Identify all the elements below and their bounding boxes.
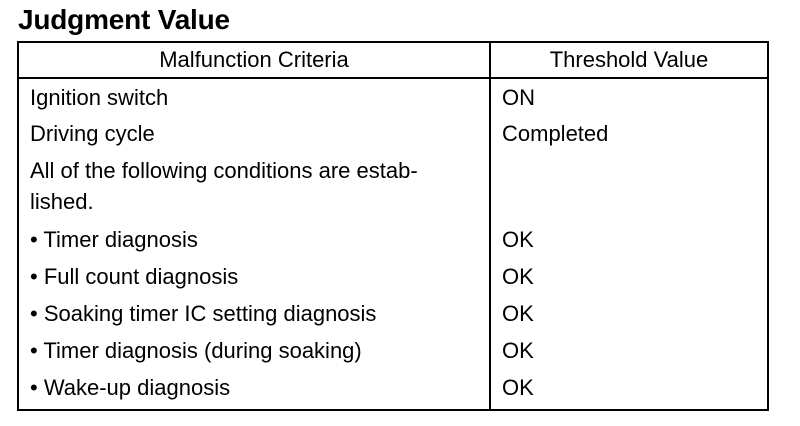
page-title: Judgment Value — [18, 4, 230, 35]
threshold-cell — [490, 152, 768, 221]
threshold-cell: OK — [502, 264, 534, 289]
threshold-cell: Completed — [502, 121, 609, 146]
threshold-cell: OK — [502, 301, 534, 326]
criteria-cell: • Soaking timer IC setting diagnosis — [18, 295, 490, 332]
table-header-row — [18, 42, 768, 78]
threshold-cell: OK — [502, 227, 534, 252]
criteria-cell — [18, 152, 490, 221]
table-row — [18, 115, 768, 152]
criteria-line: All of the following conditions are estab- — [30, 158, 418, 183]
criteria-cell: • Full count diagnosis — [18, 258, 490, 295]
table-row — [18, 295, 768, 332]
threshold-cell: OK — [502, 338, 534, 363]
table-row — [18, 78, 768, 115]
table-row — [18, 152, 768, 221]
judgment-value-table — [17, 41, 769, 411]
table-row — [18, 258, 768, 295]
threshold-cell: ON — [502, 85, 535, 110]
table-row — [18, 332, 768, 369]
table-row — [18, 221, 768, 258]
criteria-cell: • Timer diagnosis — [18, 221, 490, 258]
threshold-cell: OK — [502, 375, 534, 400]
criteria-cell: • Wake-up diagnosis — [18, 369, 490, 410]
table-row — [18, 369, 768, 410]
criteria-cell: Driving cycle — [18, 115, 490, 152]
header-malfunction-criteria: Malfunction Criteria — [18, 42, 490, 78]
header-threshold-value: Threshold Value — [490, 42, 768, 78]
criteria-cell: • Timer diagnosis (during soaking) — [18, 332, 490, 369]
criteria-line: lished. — [30, 189, 94, 214]
criteria-cell: Ignition switch — [18, 78, 490, 115]
